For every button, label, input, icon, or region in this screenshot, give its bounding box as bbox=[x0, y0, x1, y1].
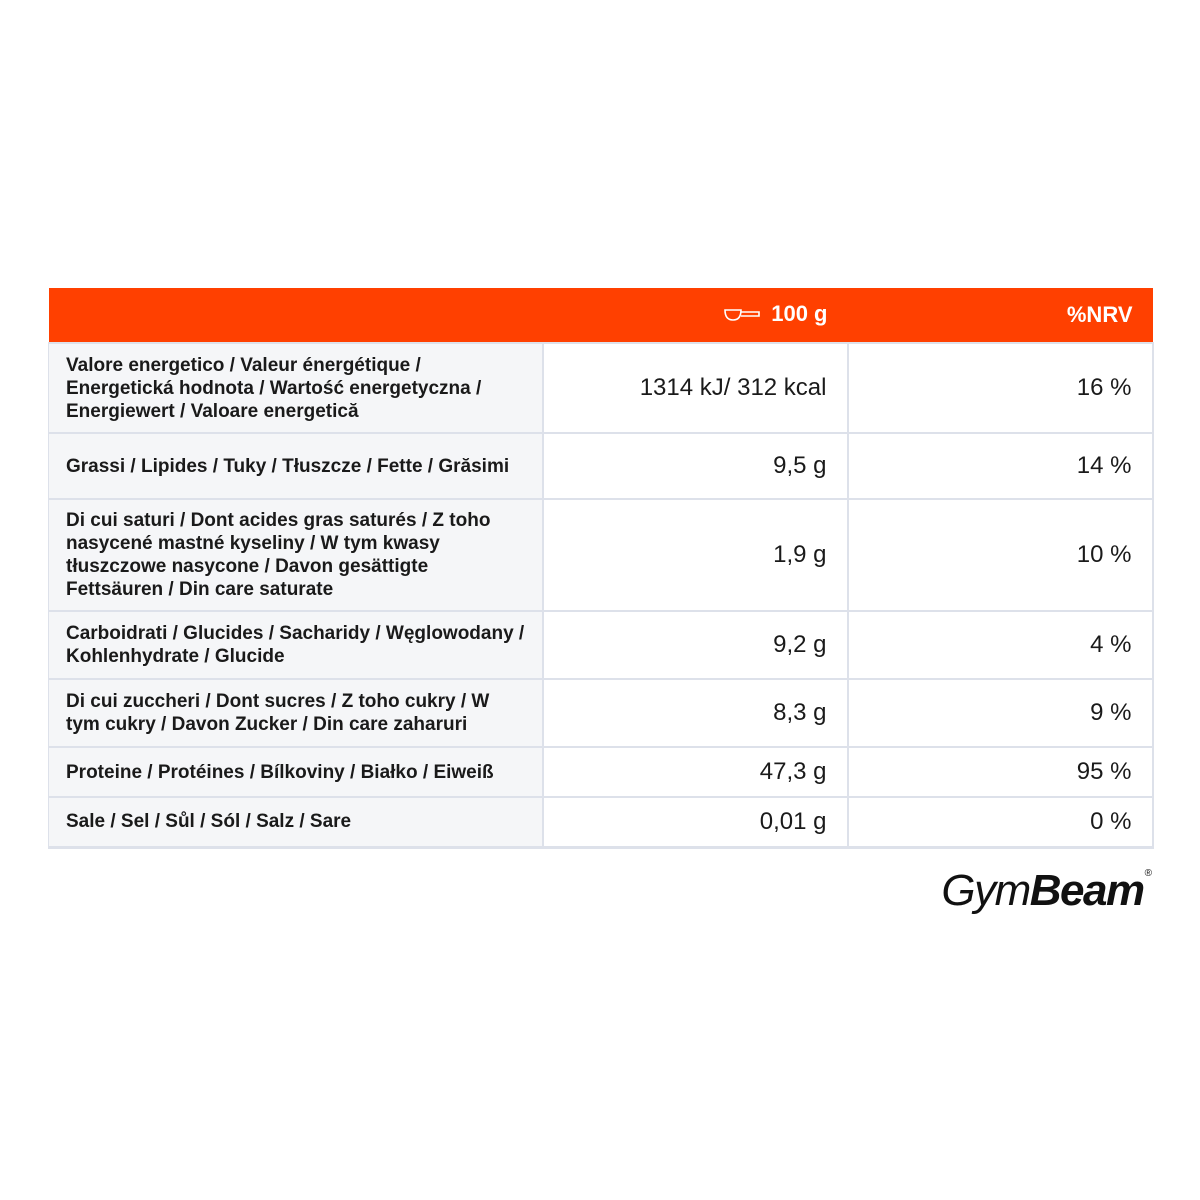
nutrient-value: 9,5 g bbox=[543, 433, 848, 499]
nutrient-nrv: 9 % bbox=[848, 679, 1153, 747]
nutrient-label: Valore energetico / Valeur énergétique / Energetická hodnota / Wartość energetyczna / Energiewert / Valoare energetică bbox=[49, 343, 543, 433]
table-header-row bbox=[49, 288, 1153, 343]
nutrient-value: 47,3 g bbox=[543, 747, 848, 797]
table-row bbox=[49, 611, 1153, 679]
table-row bbox=[49, 343, 1153, 433]
nutrient-value: 1,9 g bbox=[543, 499, 848, 611]
nutrient-label: Di cui zuccheri / Dont sucres / Z toho cukry / W tym cukry / Davon Zucker / Din care zaharuri bbox=[49, 679, 543, 747]
table-row bbox=[49, 797, 1153, 847]
nutrient-value: 9,2 g bbox=[543, 611, 848, 679]
nutrient-nrv: 0 % bbox=[848, 797, 1153, 847]
nutrient-label: Grassi / Lipides / Tuky / Tłuszcze / Fette / Grăsimi bbox=[49, 433, 543, 499]
header-serving-cell bbox=[543, 288, 848, 343]
logo-text-beam: Beam bbox=[1029, 866, 1144, 915]
header-label-cell bbox=[49, 288, 543, 343]
scoop-icon bbox=[723, 305, 761, 323]
table-row bbox=[49, 747, 1153, 797]
logo-text-gym: Gym bbox=[941, 866, 1030, 915]
nutrient-value: 0,01 g bbox=[543, 797, 848, 847]
nutrient-nrv: 10 % bbox=[848, 499, 1153, 611]
nutrient-label: Di cui saturi / Dont acides gras saturés / Z toho nasycené mastné kyseliny / W tym kwasy tłuszczowe nasycone / Davon gesättigte Fettsäuren / Din care saturate bbox=[49, 499, 543, 611]
nutrient-value: 1314 kJ/ 312 kcal bbox=[543, 343, 848, 433]
gymbeam-logo bbox=[941, 866, 1152, 916]
nutrient-label: Sale / Sel / Sůl / Sól / Salz / Sare bbox=[49, 797, 543, 847]
table-row bbox=[49, 433, 1153, 499]
registered-mark: ® bbox=[1144, 868, 1152, 879]
nutrient-nrv: 16 % bbox=[848, 343, 1153, 433]
nutrient-nrv: 4 % bbox=[848, 611, 1153, 679]
table-row bbox=[49, 679, 1153, 747]
serving-size-label: 100 g bbox=[771, 301, 828, 326]
nutrient-nrv: 95 % bbox=[848, 747, 1153, 797]
nutrient-nrv: 14 % bbox=[848, 433, 1153, 499]
nutrient-value: 8,3 g bbox=[543, 679, 848, 747]
table-row bbox=[49, 499, 1153, 611]
nutrition-table bbox=[48, 288, 1154, 849]
nutrient-label: Proteine / Protéines / Bílkoviny / Białko / Eiweiß bbox=[49, 747, 543, 797]
nrv-header-label: %NRV bbox=[848, 288, 1153, 343]
nutrient-label: Carboidrati / Glucides / Sacharidy / Węglowodany / Kohlenhydrate / Glucide bbox=[49, 611, 543, 679]
